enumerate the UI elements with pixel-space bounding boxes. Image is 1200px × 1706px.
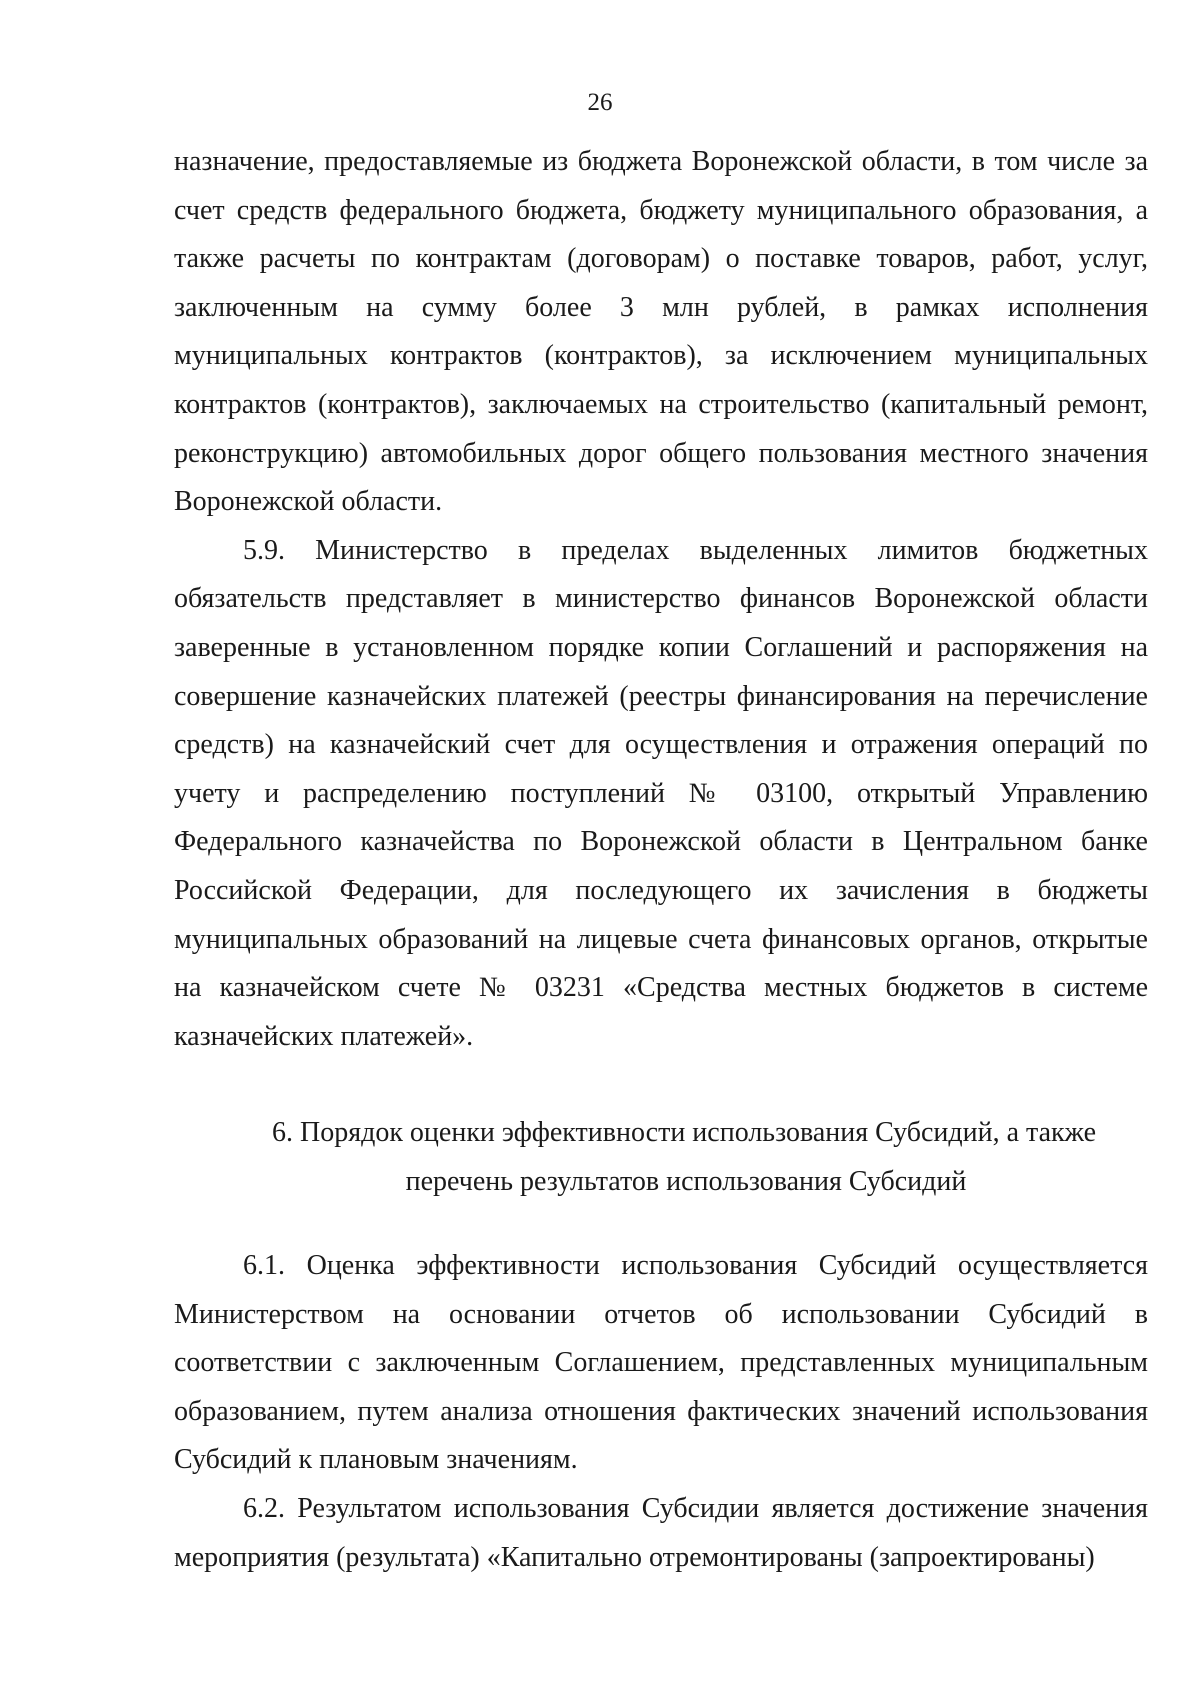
section-heading-line-1: 6. Порядок оценки эффективности использования Субсидий, а также — [271, 1117, 1097, 1148]
section-heading — [174, 1109, 1148, 1206]
page-number: 26 — [587, 89, 613, 116]
body-text-lower — [174, 1242, 1148, 1582]
paragraph-6-2: 6.2. Результатом использования Субсидии является достижение значения мероприятия (результата) «Капитально отремонтированы (запроектированы) — [174, 1492, 1148, 1573]
paragraph-continuation: назначение, предоставляемые из бюджета Воронежской области, в том числе за счет средств федерального бюджета, бюджету муниципального образования, а также расчеты по контрактам (договорам) о поставке товаров, работ, услуг, заключенным на сумму более 3 млн рублей, в рамках исполнения муниципальных контрактов (контрактов), за исключением муниципальных контрактов (контрактов), заключаемых на строительство (капитальный ремонт, реконструкцию) автомобильных дорог общего пользования местного значения Воронежской области. — [174, 146, 1148, 518]
section-heading-line-2: перечень результатов использования Субсидий — [405, 1165, 967, 1197]
paragraph-6-1: 6.1. Оценка эффективности использования Субсидий осуществляется Министерством на основании отчетов об использовании Субсидий в соответствии с заключенным Соглашением, представленных муниципальным образованием, путем анализа отношения фактических значений использования Субсидий к плановым значениям. — [174, 1250, 1148, 1476]
body-text-upper — [174, 138, 1148, 1061]
paragraph-5-9: 5.9. Министерство в пределах выделенных лимитов бюджетных обязательств представляет в министерство финансов Воронежской области заверенные в установленном порядке копии Соглашений и распоряжения на совершение казначейских платежей (реестры финансирования на перечисление средств) на казначейский счет для осуществления и отражения операций по учету и распределению поступлений № 03100, открытый Управлению Федерального казначейства по Воронежской области в Центральном банке Российской Федерации, для последующего их зачисления в бюджеты муниципальных образований на лицевые счета финансовых органов, открытые на казначейском счете № 03231 «Средства местных бюджетов в системе казначейских платежей». — [174, 534, 1148, 1052]
